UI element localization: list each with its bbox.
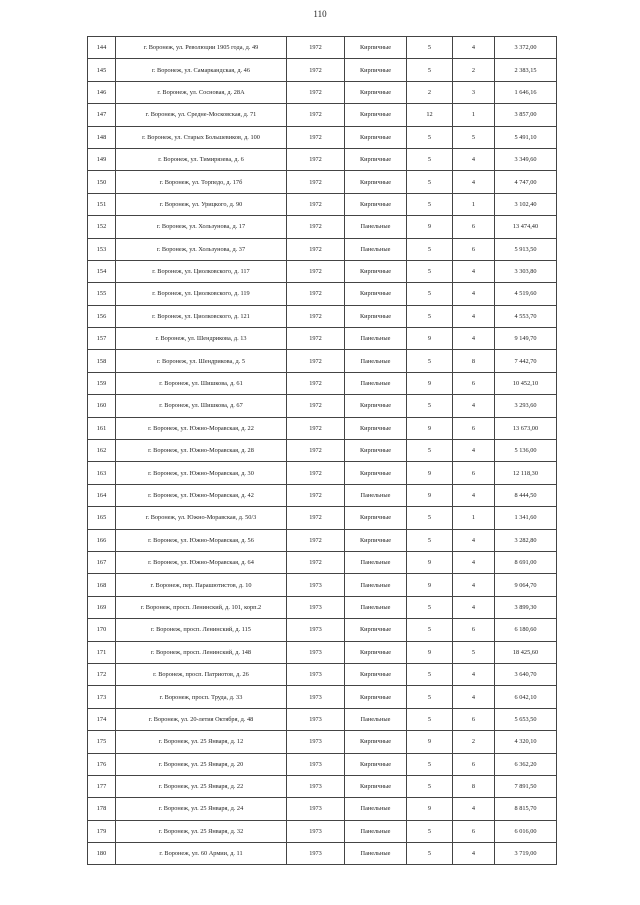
floors-cell: 12 <box>407 104 453 126</box>
floors-cell: 5 <box>407 753 453 775</box>
entrances-cell: 4 <box>453 596 495 618</box>
row-number-cell: 152 <box>88 216 116 238</box>
table-row <box>88 126 557 148</box>
wall-material-cell: Панельные <box>345 328 407 350</box>
floors-cell: 5 <box>407 820 453 842</box>
entrances-cell: 4 <box>453 37 495 59</box>
area-cell: 7 442,70 <box>495 350 557 372</box>
build-year-cell: 1972 <box>287 395 345 417</box>
build-year-cell: 1973 <box>287 731 345 753</box>
address-cell: г. Воронеж, ул. 25 Января, д. 22 <box>116 775 287 797</box>
address-cell: г. Воронеж, ул. Шендрикова, д. 13 <box>116 328 287 350</box>
row-number-cell: 156 <box>88 305 116 327</box>
build-year-cell: 1972 <box>287 59 345 81</box>
build-year-cell: 1972 <box>287 551 345 573</box>
address-cell: г. Воронеж, ул. Циолковского, д. 121 <box>116 305 287 327</box>
address-cell: г. Воронеж, ул. Тимирязева, д. 6 <box>116 148 287 170</box>
wall-material-cell: Панельные <box>345 708 407 730</box>
area-cell: 18 425,60 <box>495 641 557 663</box>
entrances-cell: 5 <box>453 641 495 663</box>
area-cell: 3 372,00 <box>495 37 557 59</box>
address-cell: г. Воронеж, ул. 25 Января, д. 24 <box>116 798 287 820</box>
entrances-cell: 4 <box>453 328 495 350</box>
table-row <box>88 507 557 529</box>
wall-material-cell: Кирпичные <box>345 59 407 81</box>
table-row <box>88 708 557 730</box>
floors-cell: 5 <box>407 775 453 797</box>
area-cell: 3 899,30 <box>495 596 557 618</box>
wall-material-cell: Кирпичные <box>345 641 407 663</box>
wall-material-cell: Кирпичные <box>345 104 407 126</box>
area-cell: 5 491,10 <box>495 126 557 148</box>
table-row <box>88 663 557 685</box>
area-cell: 3 349,60 <box>495 148 557 170</box>
row-number-cell: 162 <box>88 440 116 462</box>
row-number-cell: 165 <box>88 507 116 529</box>
table-row <box>88 216 557 238</box>
row-number-cell: 150 <box>88 171 116 193</box>
table-row <box>88 395 557 417</box>
floors-cell: 9 <box>407 484 453 506</box>
table-row <box>88 641 557 663</box>
floors-cell: 9 <box>407 551 453 573</box>
wall-material-cell: Кирпичные <box>345 686 407 708</box>
row-number-cell: 174 <box>88 708 116 730</box>
entrances-cell: 4 <box>453 440 495 462</box>
area-cell: 4 747,00 <box>495 171 557 193</box>
address-cell: г. Воронеж, ул. Циолковского, д. 117 <box>116 260 287 282</box>
row-number-cell: 148 <box>88 126 116 148</box>
build-year-cell: 1972 <box>287 193 345 215</box>
row-number-cell: 172 <box>88 663 116 685</box>
wall-material-cell: Кирпичные <box>345 753 407 775</box>
wall-material-cell: Кирпичные <box>345 126 407 148</box>
area-cell: 9 149,70 <box>495 328 557 350</box>
build-year-cell: 1973 <box>287 708 345 730</box>
row-number-cell: 167 <box>88 551 116 573</box>
address-cell: г. Воронеж, ул. Хользунова, д. 37 <box>116 238 287 260</box>
area-cell: 8 691,00 <box>495 551 557 573</box>
wall-material-cell: Кирпичные <box>345 417 407 439</box>
table-row <box>88 104 557 126</box>
table-row <box>88 148 557 170</box>
entrances-cell: 6 <box>453 216 495 238</box>
entrances-cell: 5 <box>453 126 495 148</box>
floors-cell: 5 <box>407 59 453 81</box>
table-row <box>88 619 557 641</box>
wall-material-cell: Кирпичные <box>345 529 407 551</box>
entrances-cell: 2 <box>453 59 495 81</box>
address-cell: г. Воронеж, просп. Ленинский, д. 101, корп.2 <box>116 596 287 618</box>
row-number-cell: 169 <box>88 596 116 618</box>
build-year-cell: 1973 <box>287 820 345 842</box>
address-cell: г. Воронеж, ул. Урицкого, д. 90 <box>116 193 287 215</box>
wall-material-cell: Кирпичные <box>345 305 407 327</box>
table-row <box>88 260 557 282</box>
table-row <box>88 529 557 551</box>
floors-cell: 5 <box>407 193 453 215</box>
row-number-cell: 161 <box>88 417 116 439</box>
area-cell: 8 815,70 <box>495 798 557 820</box>
wall-material-cell: Кирпичные <box>345 283 407 305</box>
row-number-cell: 168 <box>88 574 116 596</box>
entrances-cell: 1 <box>453 193 495 215</box>
wall-material-cell: Панельные <box>345 216 407 238</box>
floors-cell: 5 <box>407 529 453 551</box>
build-year-cell: 1972 <box>287 372 345 394</box>
table-row <box>88 372 557 394</box>
area-cell: 6 362,20 <box>495 753 557 775</box>
address-cell: г. Воронеж, ул. Торпедо, д. 17б <box>116 171 287 193</box>
area-cell: 4 320,10 <box>495 731 557 753</box>
wall-material-cell: Кирпичные <box>345 775 407 797</box>
area-cell: 7 891,50 <box>495 775 557 797</box>
area-cell: 3 719,00 <box>495 843 557 865</box>
floors-cell: 9 <box>407 216 453 238</box>
build-year-cell: 1972 <box>287 417 345 439</box>
address-cell: г. Воронеж, ул. Хользунова, д. 17 <box>116 216 287 238</box>
entrances-cell: 6 <box>453 820 495 842</box>
entrances-cell: 4 <box>453 305 495 327</box>
address-cell: г. Воронеж, ул. Южно-Моравская, д. 56 <box>116 529 287 551</box>
build-year-cell: 1973 <box>287 663 345 685</box>
address-cell: г. Воронеж, ул. 25 Января, д. 12 <box>116 731 287 753</box>
floors-cell: 5 <box>407 238 453 260</box>
entrances-cell: 1 <box>453 104 495 126</box>
area-cell: 3 282,80 <box>495 529 557 551</box>
address-cell: г. Воронеж, просп. Труда, д. 33 <box>116 686 287 708</box>
wall-material-cell: Кирпичные <box>345 193 407 215</box>
build-year-cell: 1972 <box>287 462 345 484</box>
row-number-cell: 151 <box>88 193 116 215</box>
address-cell: г. Воронеж, ул. Шишкова, д. 67 <box>116 395 287 417</box>
entrances-cell: 8 <box>453 350 495 372</box>
table-row <box>88 753 557 775</box>
wall-material-cell: Панельные <box>345 843 407 865</box>
build-year-cell: 1973 <box>287 798 345 820</box>
table-row <box>88 37 557 59</box>
entrances-cell: 6 <box>453 238 495 260</box>
floors-cell: 9 <box>407 641 453 663</box>
table-row <box>88 574 557 596</box>
floors-cell: 9 <box>407 731 453 753</box>
area-cell: 5 653,50 <box>495 708 557 730</box>
build-year-cell: 1972 <box>287 283 345 305</box>
build-year-cell: 1972 <box>287 81 345 103</box>
build-year-cell: 1973 <box>287 843 345 865</box>
floors-cell: 5 <box>407 283 453 305</box>
wall-material-cell: Кирпичные <box>345 81 407 103</box>
table-row <box>88 81 557 103</box>
floors-cell: 9 <box>407 417 453 439</box>
build-year-cell: 1972 <box>287 305 345 327</box>
wall-material-cell: Панельные <box>345 484 407 506</box>
area-cell: 3 857,00 <box>495 104 557 126</box>
floors-cell: 5 <box>407 619 453 641</box>
address-cell: г. Воронеж, ул. Южно-Моравская, д. 64 <box>116 551 287 573</box>
build-year-cell: 1973 <box>287 596 345 618</box>
address-cell: г. Воронеж, ул. Циолковского, д. 119 <box>116 283 287 305</box>
entrances-cell: 3 <box>453 81 495 103</box>
row-number-cell: 166 <box>88 529 116 551</box>
floors-cell: 9 <box>407 574 453 596</box>
area-cell: 5 136,00 <box>495 440 557 462</box>
row-number-cell: 173 <box>88 686 116 708</box>
entrances-cell: 6 <box>453 619 495 641</box>
wall-material-cell: Кирпичные <box>345 507 407 529</box>
address-cell: г. Воронеж, ул. 25 Января, д. 20 <box>116 753 287 775</box>
row-number-cell: 178 <box>88 798 116 820</box>
wall-material-cell: Кирпичные <box>345 395 407 417</box>
row-number-cell: 146 <box>88 81 116 103</box>
wall-material-cell: Кирпичные <box>345 731 407 753</box>
area-cell: 12 118,30 <box>495 462 557 484</box>
row-number-cell: 147 <box>88 104 116 126</box>
address-cell: г. Воронеж, ул. Средне-Московская, д. 71 <box>116 104 287 126</box>
area-cell: 9 064,70 <box>495 574 557 596</box>
row-number-cell: 149 <box>88 148 116 170</box>
build-year-cell: 1972 <box>287 507 345 529</box>
table-row <box>88 843 557 865</box>
entrances-cell: 4 <box>453 529 495 551</box>
entrances-cell: 4 <box>453 283 495 305</box>
address-cell: г. Воронеж, ул. Южно-Моравская, д. 22 <box>116 417 287 439</box>
table-row <box>88 551 557 573</box>
entrances-cell: 4 <box>453 686 495 708</box>
table-row <box>88 686 557 708</box>
row-number-cell: 180 <box>88 843 116 865</box>
floors-cell: 5 <box>407 171 453 193</box>
table-row <box>88 596 557 618</box>
area-cell: 3 640,70 <box>495 663 557 685</box>
build-year-cell: 1972 <box>287 440 345 462</box>
entrances-cell: 4 <box>453 663 495 685</box>
address-cell: г. Воронеж, ул. Шендрикова, д. 5 <box>116 350 287 372</box>
wall-material-cell: Панельные <box>345 798 407 820</box>
area-cell: 13 673,00 <box>495 417 557 439</box>
floors-cell: 9 <box>407 798 453 820</box>
row-number-cell: 144 <box>88 37 116 59</box>
wall-material-cell: Кирпичные <box>345 619 407 641</box>
area-cell: 6 042,10 <box>495 686 557 708</box>
build-year-cell: 1972 <box>287 484 345 506</box>
build-year-cell: 1972 <box>287 104 345 126</box>
table-row <box>88 305 557 327</box>
table-row <box>88 440 557 462</box>
wall-material-cell: Кирпичные <box>345 663 407 685</box>
wall-material-cell: Панельные <box>345 574 407 596</box>
row-number-cell: 176 <box>88 753 116 775</box>
build-year-cell: 1973 <box>287 619 345 641</box>
row-number-cell: 160 <box>88 395 116 417</box>
floors-cell: 5 <box>407 260 453 282</box>
row-number-cell: 171 <box>88 641 116 663</box>
table-row <box>88 417 557 439</box>
area-cell: 1 646,16 <box>495 81 557 103</box>
floors-cell: 5 <box>407 663 453 685</box>
wall-material-cell: Панельные <box>345 372 407 394</box>
floors-cell: 9 <box>407 328 453 350</box>
row-number-cell: 153 <box>88 238 116 260</box>
area-cell: 6 180,60 <box>495 619 557 641</box>
table-row <box>88 283 557 305</box>
address-cell: г. Воронеж, ул. 25 Января, д. 32 <box>116 820 287 842</box>
address-cell: г. Воронеж, ул. Самаркандская, д. 46 <box>116 59 287 81</box>
entrances-cell: 4 <box>453 260 495 282</box>
entrances-cell: 4 <box>453 574 495 596</box>
page-number: 110 <box>313 9 327 19</box>
table-body <box>88 37 557 865</box>
floors-cell: 5 <box>407 596 453 618</box>
address-cell: г. Воронеж, просп. Ленинский, д. 148 <box>116 641 287 663</box>
floors-cell: 5 <box>407 708 453 730</box>
row-number-cell: 177 <box>88 775 116 797</box>
area-cell: 5 913,50 <box>495 238 557 260</box>
build-year-cell: 1973 <box>287 775 345 797</box>
build-year-cell: 1973 <box>287 574 345 596</box>
build-year-cell: 1972 <box>287 171 345 193</box>
address-cell: г. Воронеж, ул. Революции 1905 года, д. 49 <box>116 37 287 59</box>
address-cell: г. Воронеж, ул. Южно-Моравская, д. 28 <box>116 440 287 462</box>
table-row <box>88 328 557 350</box>
floors-cell: 5 <box>407 395 453 417</box>
entrances-cell: 2 <box>453 731 495 753</box>
table-row <box>88 798 557 820</box>
row-number-cell: 159 <box>88 372 116 394</box>
table-row <box>88 238 557 260</box>
entrances-cell: 4 <box>453 798 495 820</box>
row-number-cell: 157 <box>88 328 116 350</box>
build-year-cell: 1972 <box>287 148 345 170</box>
build-year-cell: 1972 <box>287 216 345 238</box>
table-row <box>88 462 557 484</box>
floors-cell: 5 <box>407 350 453 372</box>
address-cell: г. Воронеж, ул. Шишкова, д. 61 <box>116 372 287 394</box>
address-cell: г. Воронеж, ул. Южно-Моравская, д. 50/3 <box>116 507 287 529</box>
wall-material-cell: Кирпичные <box>345 37 407 59</box>
area-cell: 6 016,00 <box>495 820 557 842</box>
build-year-cell: 1972 <box>287 126 345 148</box>
entrances-cell: 6 <box>453 753 495 775</box>
row-number-cell: 179 <box>88 820 116 842</box>
area-cell: 4 553,70 <box>495 305 557 327</box>
area-cell: 3 293,60 <box>495 395 557 417</box>
entrances-cell: 6 <box>453 462 495 484</box>
floors-cell: 9 <box>407 462 453 484</box>
address-cell: г. Воронеж, ул. Сосновая, д. 28А <box>116 81 287 103</box>
build-year-cell: 1972 <box>287 529 345 551</box>
area-cell: 3 102,40 <box>495 193 557 215</box>
floors-cell: 9 <box>407 372 453 394</box>
row-number-cell: 163 <box>88 462 116 484</box>
address-cell: г. Воронеж, ул. 20-летия Октября, д. 48 <box>116 708 287 730</box>
table-row <box>88 193 557 215</box>
floors-cell: 5 <box>407 305 453 327</box>
wall-material-cell: Панельные <box>345 238 407 260</box>
floors-cell: 5 <box>407 843 453 865</box>
address-cell: г. Воронеж, ул. Южно-Моравская, д. 30 <box>116 462 287 484</box>
wall-material-cell: Кирпичные <box>345 260 407 282</box>
build-year-cell: 1973 <box>287 753 345 775</box>
entrances-cell: 4 <box>453 551 495 573</box>
row-number-cell: 154 <box>88 260 116 282</box>
address-cell: г. Воронеж, ул. Старых Большевиков, д. 100 <box>116 126 287 148</box>
build-year-cell: 1972 <box>287 37 345 59</box>
entrances-cell: 8 <box>453 775 495 797</box>
wall-material-cell: Панельные <box>345 350 407 372</box>
floors-cell: 5 <box>407 440 453 462</box>
wall-material-cell: Панельные <box>345 820 407 842</box>
table-row <box>88 350 557 372</box>
entrances-cell: 6 <box>453 372 495 394</box>
entrances-cell: 4 <box>453 843 495 865</box>
entrances-cell: 4 <box>453 484 495 506</box>
entrances-cell: 6 <box>453 417 495 439</box>
area-cell: 10 452,10 <box>495 372 557 394</box>
area-cell: 13 474,40 <box>495 216 557 238</box>
build-year-cell: 1973 <box>287 686 345 708</box>
wall-material-cell: Кирпичные <box>345 171 407 193</box>
address-cell: г. Воронеж, просп. Патриотов, д. 26 <box>116 663 287 685</box>
entrances-cell: 6 <box>453 708 495 730</box>
table-row <box>88 171 557 193</box>
table-row <box>88 775 557 797</box>
floors-cell: 5 <box>407 507 453 529</box>
row-number-cell: 175 <box>88 731 116 753</box>
entrances-cell: 4 <box>453 171 495 193</box>
row-number-cell: 164 <box>88 484 116 506</box>
area-cell: 4 519,60 <box>495 283 557 305</box>
table-row <box>88 731 557 753</box>
address-cell: г. Воронеж, просп. Ленинский, д. 115 <box>116 619 287 641</box>
build-year-cell: 1972 <box>287 260 345 282</box>
row-number-cell: 145 <box>88 59 116 81</box>
entrances-cell: 4 <box>453 395 495 417</box>
wall-material-cell: Кирпичные <box>345 440 407 462</box>
wall-material-cell: Кирпичные <box>345 148 407 170</box>
address-cell: г. Воронеж, пер. Парашютистов, д. 10 <box>116 574 287 596</box>
floors-cell: 5 <box>407 37 453 59</box>
floors-cell: 5 <box>407 126 453 148</box>
build-year-cell: 1972 <box>287 238 345 260</box>
entrances-cell: 1 <box>453 507 495 529</box>
housing-stock-table <box>87 36 557 865</box>
row-number-cell: 158 <box>88 350 116 372</box>
area-cell: 8 444,50 <box>495 484 557 506</box>
address-cell: г. Воронеж, ул. Южно-Моравская, д. 42 <box>116 484 287 506</box>
table-row <box>88 484 557 506</box>
row-number-cell: 170 <box>88 619 116 641</box>
build-year-cell: 1973 <box>287 641 345 663</box>
floors-cell: 2 <box>407 81 453 103</box>
row-number-cell: 155 <box>88 283 116 305</box>
floors-cell: 5 <box>407 686 453 708</box>
entrances-cell: 4 <box>453 148 495 170</box>
area-cell: 2 383,15 <box>495 59 557 81</box>
area-cell: 3 303,80 <box>495 260 557 282</box>
floors-cell: 5 <box>407 148 453 170</box>
build-year-cell: 1972 <box>287 350 345 372</box>
address-cell: г. Воронеж, ул. 60 Армии, д. 11 <box>116 843 287 865</box>
table-row <box>88 820 557 842</box>
table-row <box>88 59 557 81</box>
wall-material-cell: Панельные <box>345 596 407 618</box>
wall-material-cell: Панельные <box>345 551 407 573</box>
wall-material-cell: Кирпичные <box>345 462 407 484</box>
build-year-cell: 1972 <box>287 328 345 350</box>
area-cell: 1 341,60 <box>495 507 557 529</box>
